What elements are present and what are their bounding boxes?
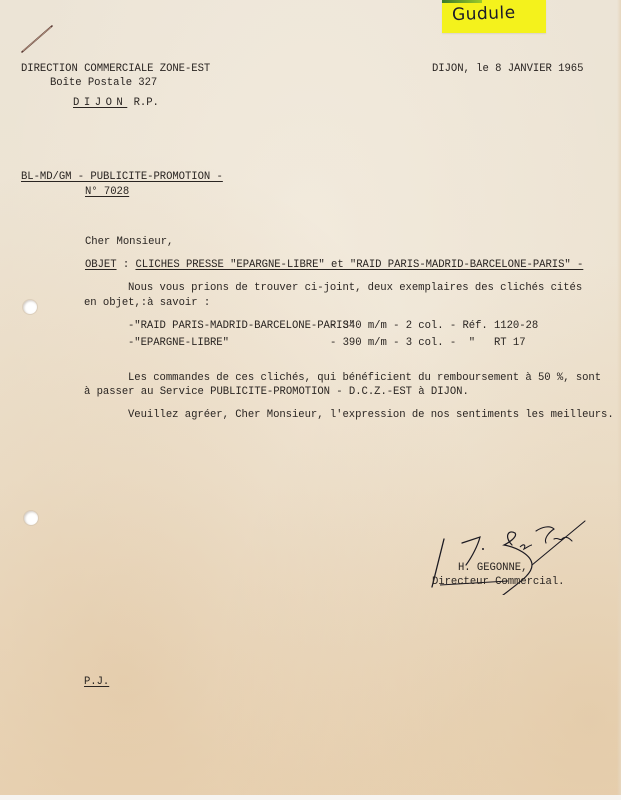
enclosure-note: P.J. xyxy=(84,676,110,688)
body-paragraph2-line1: Les commandes de ces clichés, qui bénéficient du remboursement à 50 %, sont xyxy=(128,372,602,384)
body-paragraph1-line2: en objet,:à savoir : xyxy=(84,297,211,309)
paper-bottom-edge xyxy=(0,795,621,800)
signatory-name: H. GEGONNE, xyxy=(458,562,528,574)
reference-number: N° 7028 xyxy=(85,186,130,198)
signatory-title: Directeur Commercial. xyxy=(432,576,565,588)
letterhead-department: DIRECTION COMMERCIALE ZONE-EST xyxy=(21,63,211,75)
punch-hole-bottom xyxy=(24,511,38,525)
body-paragraph2-line2: à passer au Service PUBLICITE-PROMOTION - D.C.Z.-EST à DIJON. xyxy=(84,386,469,398)
subject-label: OBJET xyxy=(85,259,117,271)
item-1-details: - 340 m/m - 2 col. - Réf. 1120-28 xyxy=(330,320,539,332)
salutation: Cher Monsieur, xyxy=(85,236,174,248)
punch-hole-top xyxy=(23,300,37,314)
letterhead-city-name: DIJON xyxy=(73,97,128,109)
reference-line: BL-MD/GM - PUBLICITE-PROMOTION - xyxy=(21,171,223,183)
pencil-mark-icon xyxy=(18,24,58,64)
date-line: DIJON, le 8 JANVIER 1965 xyxy=(432,63,584,75)
sticky-note-edge xyxy=(442,0,482,3)
subject-text: CLICHES PRESSE "EPARGNE-LIBRE" et "RAID PARIS-MADRID-BARCELONE-PARIS" - xyxy=(135,259,584,271)
item-2-details: - 390 m/m - 3 col. - " RT 17 xyxy=(330,337,526,349)
closing-formula: Veuillez agréer, Cher Monsieur, l'expression de nos sentiments les meilleurs. xyxy=(128,409,614,421)
subject-line xyxy=(85,259,583,271)
letterhead-city xyxy=(73,97,159,109)
subject-separator: : xyxy=(116,259,136,271)
sticky-note-text: Gudule xyxy=(451,2,517,26)
body-paragraph1-line1: Nous vous prions de trouver ci-joint, deux exemplaires des clichés cités xyxy=(128,282,583,294)
paper-edge xyxy=(617,0,621,800)
item-2-name: -"EPARGNE-LIBRE" xyxy=(128,337,229,349)
letterhead-city-suffix: R.P. xyxy=(133,97,159,109)
item-1-name: -"RAID PARIS-MADRID-BARCELONE-PARIS" xyxy=(128,320,356,332)
letterhead-po-box: Boîte Postale 327 xyxy=(50,77,158,89)
